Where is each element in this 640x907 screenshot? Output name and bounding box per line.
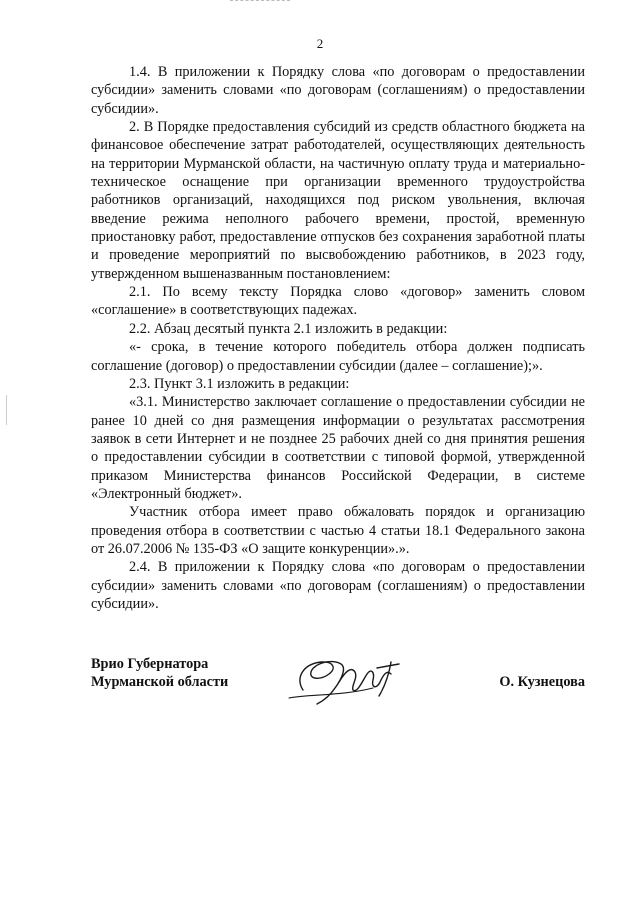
paragraph-appeal: Участник отбора имеет право обжаловать порядок и организацию проведения отбора в соответствии с частью 4 статьи 18.1 Федерального закона от 26.07.2006 № 135-ФЗ «О защите конкуренции».». (91, 504, 585, 557)
signer-role-line-1: Врио Губернатора (91, 656, 209, 672)
paragraph-1-4: 1.4. В приложении к Порядку слова «по договорам о предоставлении субсидии» заменить словами «по договорам (соглашениям) о предоставлении субсидии». (91, 64, 585, 117)
signer-role (91, 655, 228, 692)
signature-block (91, 655, 585, 715)
signer-role-line-2: Мурманской области (91, 674, 229, 691)
handwritten-signature (281, 650, 421, 710)
paragraph-2-2-quote: «- срока, в течение которого победитель отбора должен подписать соглашение (договор) о предоставлении субсидии (далее – соглашение);». (91, 339, 585, 374)
paragraph-2-4: 2.4. В приложении к Порядку слова «по договорам о предоставлении субсидии» заменить словами «по договорам (соглашениям) о предоставлении субсидии». (91, 559, 585, 612)
signer-name: О. Кузнецова (499, 674, 585, 690)
document-body (91, 63, 585, 613)
paragraph-2-1: 2.1. По всему тексту Порядка слово «договор» заменить словом «соглашение» в соответствующих падежах. (91, 284, 585, 319)
scan-artifact-edge (6, 395, 7, 425)
paragraph-2-2: 2.2. Абзац десятый пункта 2.1 изложить в редакции: (129, 320, 448, 337)
paragraph-3-1-quote: «3.1. Министерство заключает соглашение о предоставлении субсидии не ранее 10 дней со дня размещения информации о результатах рассмотрения заявок в сети Интернет и не позднее 25 рабочих дней со дня принятия решения о предоставлении субсидии в соответствии с типовой формой, утвержденной приказом Министерства финансов Российской Федерации, в системе «Электронный бюджет». (91, 394, 585, 502)
scan-artifact-top (230, 0, 290, 3)
paragraph-2-3: 2.3. Пункт 3.1 изложить в редакции: (129, 375, 350, 392)
page-number: 2 (316, 36, 324, 51)
paragraph-2: 2. В Порядке предоставления субсидий из средств областного бюджета на финансовое обеспечение затрат работодателей, осуществляющих деятельность на территории Мурманской области, на частичную оплату труда и материально-техническое оснащение при организации временного трудоустройства работников организаций, находящихся под риском увольнения, включая введение режима неполного рабочего времени, простой, временную приостановку работ, предоставление отпусков без сохранения заработной платы и проведение мероприятий по высвобождению работников, в 2023 году, утвержденном вышеназванным постановлением: (91, 119, 585, 282)
